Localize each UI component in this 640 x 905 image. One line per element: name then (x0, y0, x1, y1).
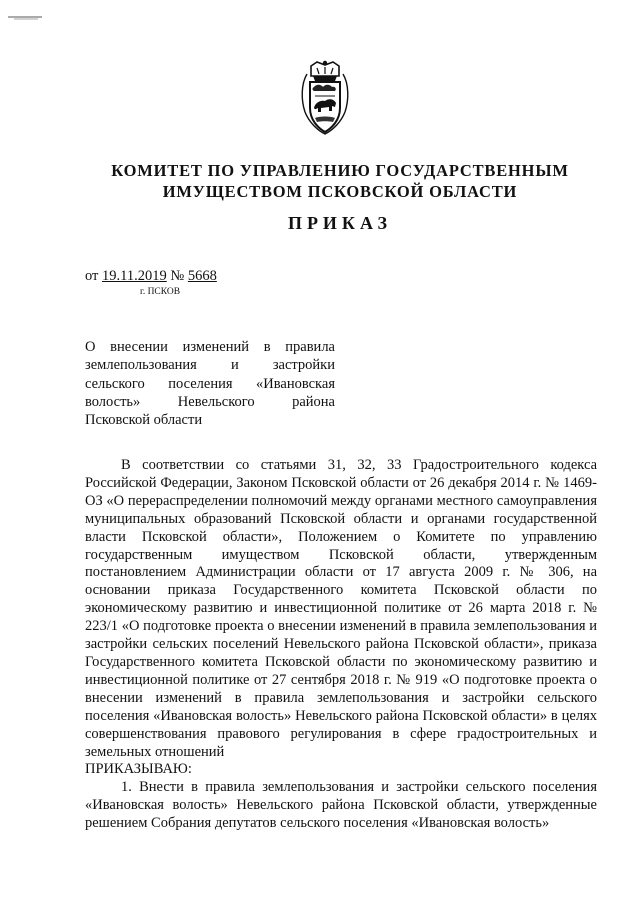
organization-title (60, 160, 620, 202)
pskov-coat-of-arms-icon (299, 60, 351, 136)
order-prefix: от (85, 268, 99, 284)
order-number-sign: № (170, 268, 185, 284)
subject-line-3: сельского поселения «Ивановская (85, 375, 335, 392)
subject-line-4: волость» Невельского района (85, 393, 335, 410)
order-date-number (85, 268, 217, 285)
subject-line-1: О внесении изменений в правила (85, 339, 335, 355)
preamble-paragraph: В соответствии со статьями 31, 32, 33 Градостроительного кодекса Российской Федерации, Законом Псковской области от 26 декабря 2014 г. № 1469-ОЗ «О перераспределении полномочий между органами местного самоуправления муниципальных образований Псковской области и органами государственной власти Псковской области», Положением о Комитете по управлению государственным имуществом Псковской области, утвержденным постановлением Администрации области от 17 августа 2009 г. № 306, на основании приказа Государственного комитета Псковской области по экономическому развитию и инвестиционной политике от 26 марта 2018 г. № 223/1 «О подготовке проекта о внесении изменений в правила землепользования и застройки сельских поселений Невельского района Псковской области», приказа Государственного комитета Псковской области по экономическому развитию и инвестиционной политике от 27 сентября 2018 г. № 919 «О подготовке проекта о внесении изменений в правила землепользования и застройки сельского поселения «Ивановская волость» Невельского района Псковской области» в целях совершенствования правового регулирования в сфере градостроительных и земельных отношений (85, 457, 597, 760)
order-title: ПРИКАЗ (287, 213, 393, 233)
order-word: ПРИКАЗЫВАЮ: (85, 761, 192, 778)
order-subject (85, 338, 335, 429)
scan-mark (8, 16, 42, 20)
city-label: г. ПСКОВ (140, 287, 181, 297)
org-title-line-1: КОМИТЕТ ПО УПРАВЛЕНИЮ ГОСУДАРСТВЕННЫМ (111, 161, 569, 180)
subject-line-5: Псковской области (85, 412, 203, 429)
order-number: 5668 (187, 268, 217, 284)
order-date: 19.11.2019 (102, 268, 167, 284)
org-title-line-2: ИМУЩЕСТВОМ ПСКОВСКОЙ ОБЛАСТИ (162, 182, 518, 201)
subject-line-2: землепользования и застройки (85, 357, 335, 374)
item-1-paragraph: 1. Внести в правила землепользования и застройки сельского поселения «Ивановская волость» Невельского района Псковской области, утвержденные решением Собрания депутатов сельского поселения «Ивановская волость» (85, 779, 597, 832)
order-body (85, 457, 597, 833)
